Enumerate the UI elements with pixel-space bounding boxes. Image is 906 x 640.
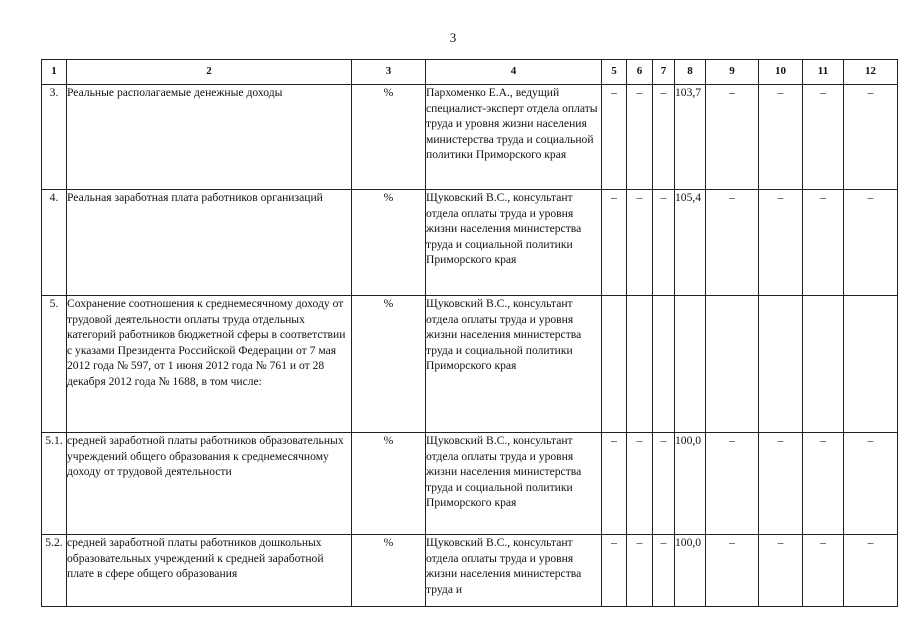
value-cell: 105,4 [675,190,706,296]
value-cell: – [803,433,844,535]
value-cell: – [653,433,675,535]
column-header: 12 [844,60,898,85]
value-cell: – [706,535,759,607]
value-cell: 103,7 [675,85,706,190]
column-header: 4 [426,60,602,85]
indicator-name: средней заработной платы работников дошкольных образовательных учреждений к средней заработной плате в сфере общего образования [67,535,352,607]
indicator-name: Реальная заработная плата работников организаций [67,190,352,296]
column-header: 11 [803,60,844,85]
unit-cell: % [352,433,426,535]
table-row [42,433,898,535]
responsible-cell: Щуковский В.С., консультант отдела оплаты труда и уровня жизни населения министерства труда и социальной политики Приморского края [426,190,602,296]
table-row [42,190,898,296]
row-number: 5. [42,296,67,433]
table-row [42,85,898,190]
value-cell: – [627,433,653,535]
header-row [42,60,898,85]
table-row [42,296,898,433]
value-cell [803,296,844,433]
column-header: 5 [602,60,627,85]
value-cell: – [759,85,803,190]
value-cell: – [844,85,898,190]
value-cell: – [653,85,675,190]
value-cell: – [759,535,803,607]
value-cell: – [706,433,759,535]
value-cell: – [706,190,759,296]
indicator-name: Реальные располагаемые денежные доходы [67,85,352,190]
column-header: 8 [675,60,706,85]
value-cell: – [759,190,803,296]
value-cell [675,296,706,433]
indicator-name: Сохранение соотношения к среднемесячному доходу от трудовой деятельности оплаты труда отдельных категорий работников бюджетной сферы в соответствии с указами Президента Российской Федерации от 7 мая 2012 года № 597, от 1 июня 2012 года № 761 и от 28 декабря 2012 года № 1688, в том числе: [67,296,352,433]
column-header: 7 [653,60,675,85]
page-number: 3 [449,30,457,45]
value-cell: – [803,85,844,190]
value-cell: – [844,535,898,607]
value-cell: – [844,190,898,296]
value-cell: – [602,190,627,296]
indicator-table [41,59,898,607]
unit-cell: % [352,535,426,607]
table-row [42,535,898,607]
row-number: 5.1. [42,433,67,535]
value-cell: – [602,85,627,190]
value-cell [653,296,675,433]
indicator-name: средней заработной платы работников образовательных учреждений общего образования к среднемесячному доходу от трудовой деятельности [67,433,352,535]
value-cell: 100,0 [675,433,706,535]
value-cell: – [627,190,653,296]
value-cell [844,296,898,433]
responsible-cell: Пархоменко Е.А., ведущий специалист-эксперт отдела оплаты труда и уровня жизни населения министерства труда и социальной политики Приморского края [426,85,602,190]
value-cell: – [627,535,653,607]
value-cell: 100,0 [675,535,706,607]
value-cell [706,296,759,433]
value-cell: – [653,190,675,296]
column-header: 2 [67,60,352,85]
unit-cell: % [352,85,426,190]
value-cell: – [602,433,627,535]
value-cell: – [627,85,653,190]
column-header: 1 [42,60,67,85]
column-header: 9 [706,60,759,85]
value-cell: – [706,85,759,190]
responsible-cell: Щуковский В.С., консультант отдела оплаты труда и уровня жизни населения министерства труда и социальной политики Приморского края [426,433,602,535]
row-number: 5.2. [42,535,67,607]
value-cell: – [759,433,803,535]
value-cell: – [803,190,844,296]
value-cell: – [602,535,627,607]
value-cell [759,296,803,433]
value-cell [627,296,653,433]
value-cell: – [653,535,675,607]
column-header: 10 [759,60,803,85]
value-cell: – [844,433,898,535]
value-cell: – [803,535,844,607]
unit-cell: % [352,296,426,433]
column-header: 3 [352,60,426,85]
unit-cell: % [352,190,426,296]
row-number: 4. [42,190,67,296]
column-header: 6 [627,60,653,85]
responsible-cell: Щуковский В.С., консультант отдела оплаты труда и уровня жизни населения министерства труда и [426,535,602,607]
responsible-cell: Щуковский В.С., консультант отдела оплаты труда и уровня жизни населения министерства труда и социальной политики Приморского края [426,296,602,433]
row-number: 3. [42,85,67,190]
value-cell [602,296,627,433]
